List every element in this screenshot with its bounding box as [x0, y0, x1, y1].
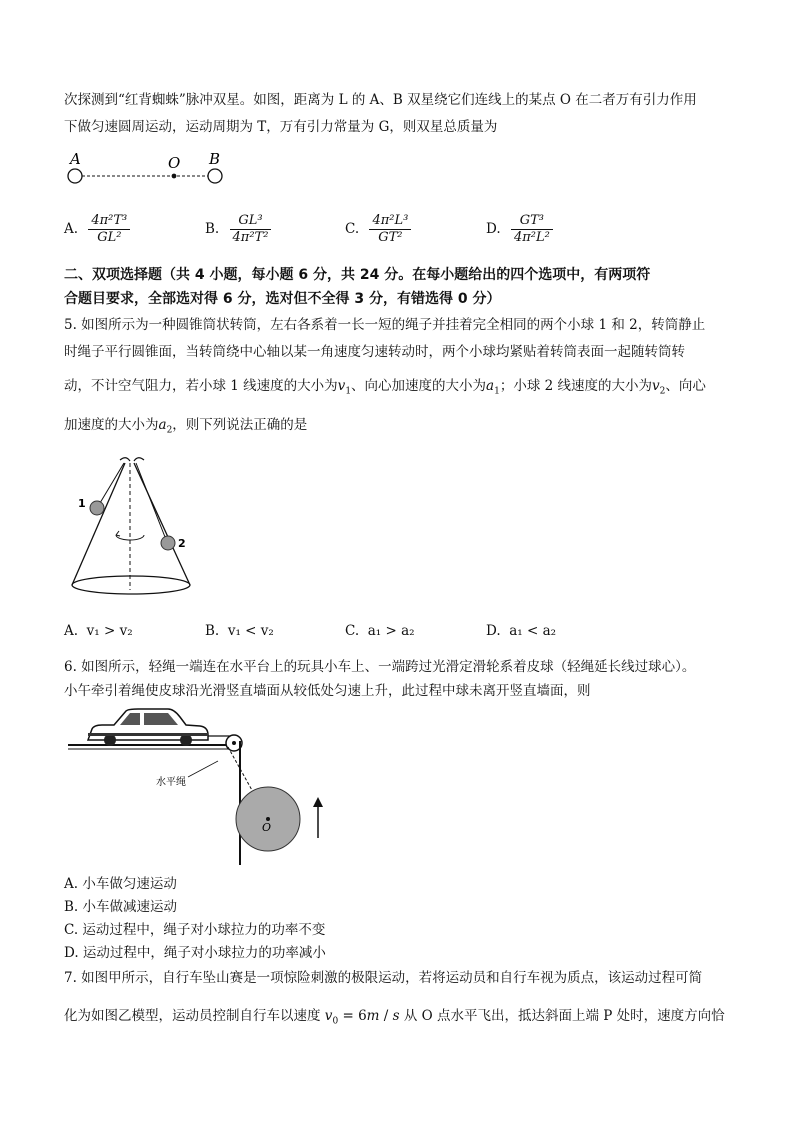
section2-heading-line1: 二、双项选择题（共 4 小题，每小题 6 分，共 24 分。在每小题给出的四个选项中，有两项符 — [64, 267, 651, 283]
cone-base — [72, 576, 190, 594]
q5-option-a[interactable]: A. v₁ > v₂ — [64, 623, 133, 639]
rope-2 — [136, 463, 165, 537]
q7-text-line1: 7. 如图甲所示，自行车坠山赛是一项惊险刺激的极限运动，若将运动员和自行车视为质点，该运动过程可简 — [64, 970, 703, 986]
q4-option-c[interactable]: C. $\frac{\text{4π²L³}}{\text{GT²}}$ — [345, 213, 411, 246]
q4-text-line1: 次探测到“红背蜘蛛”脉冲双星。如图，距离为 L 的 A、B 双星绕它们连线上的某点 O 在二者万有引力作用 — [64, 92, 697, 108]
ball-1 — [90, 501, 104, 515]
ball-2-label: 2 — [178, 537, 186, 550]
q5-text-line3: 动，不计空气阻力，若小球 1 线速度的大小为$v_1$、向心加速度的大小为$a_1$；小球 2 线速度的大小为$v_2$、向心 — [64, 378, 706, 397]
star-a — [68, 169, 82, 183]
ball-2 — [161, 536, 175, 550]
q6-option-b[interactable]: B. 小车做减速运动 — [64, 899, 178, 915]
q5-cone-figure — [70, 455, 200, 615]
q4-option-d[interactable]: D. $\frac{\text{GT³}}{\text{4π²L²}}$ — [486, 213, 553, 246]
q4-option-a[interactable]: A. $\frac{\text{4π²T³}}{\text{GL²}}$ — [64, 213, 130, 246]
rope-label: 水平绳 — [156, 777, 186, 788]
q6-text-line2: 小午牵引着绳使皮球沿光滑竖直墙面从较低处匀速上升，此过程中球未离开竖直墙面，则 — [64, 683, 591, 699]
center-label: O — [262, 821, 272, 834]
q4-text-line2: 下做匀速圆周运动，运动周期为 T，万有引力常量为 G，则双星总质量为 — [64, 119, 498, 135]
label-b: B — [209, 150, 221, 168]
star-b — [208, 169, 222, 183]
q5-option-c[interactable]: C. a₁ > a₂ — [345, 623, 415, 639]
q6-option-c[interactable]: C. 运动过程中，绳子对小球拉力的功率不变 — [64, 922, 326, 938]
point-o — [172, 174, 177, 179]
q5-text-line1: 5. 如图所示为一种圆锥筒状转筒，左右各系着一长一短的绳子并挂着完全相同的两个小球 1 和 2，转筒静止 — [64, 317, 706, 333]
q6-car-pulley-figure — [68, 703, 338, 865]
q5-option-b[interactable]: B. v₁ < v₂ — [205, 623, 274, 639]
q6-text-line1: 6. 如图所示，轻绳一端连在水平台上的玩具小车上、一端跨过光滑定滑轮系着皮球（轻绳延长线过球心）。 — [64, 659, 696, 675]
toy-car — [88, 709, 208, 746]
cone-top-hook — [120, 458, 144, 461]
cone-left-side — [72, 463, 125, 585]
section2-heading-line2: 合题目要求，全部选对得 6 分，选对但不全得 3 分，有错选得 0 分） — [64, 291, 501, 307]
q7-text-line2: 化为如图乙模型，运动员控制自行车以速度 $v_0 = 6m / s$ 从 O 点水平飞出，抵达斜面上端 P 处时，速度方向恰 — [64, 1008, 725, 1027]
cone-right-side — [134, 463, 190, 585]
ball-1-label: 1 — [78, 497, 86, 510]
q6-option-a[interactable]: A. 小车做匀速运动 — [64, 876, 177, 892]
q5-text-line2: 时绳子平行圆锥面，当转筒绕中心轴以某一角速度匀速转动时，两个小球均紧贴着转筒表面一起随转筒转 — [64, 344, 685, 360]
q5-option-d[interactable]: D. a₁ < a₂ — [486, 623, 557, 639]
q5-text-line4: 加速度的大小为$a_2$，则下列说法正确的是 — [64, 417, 308, 436]
rope-1 — [100, 463, 124, 503]
q4-option-b[interactable]: B. $\frac{\text{GL³}}{\text{4π²T²}}$ — [205, 213, 271, 246]
label-o: O — [168, 154, 181, 172]
q6-option-d[interactable]: D. 运动过程中，绳子对小球拉力的功率减小 — [64, 945, 326, 961]
label-a: A — [70, 150, 81, 168]
q4-binary-star-figure — [62, 150, 232, 190]
